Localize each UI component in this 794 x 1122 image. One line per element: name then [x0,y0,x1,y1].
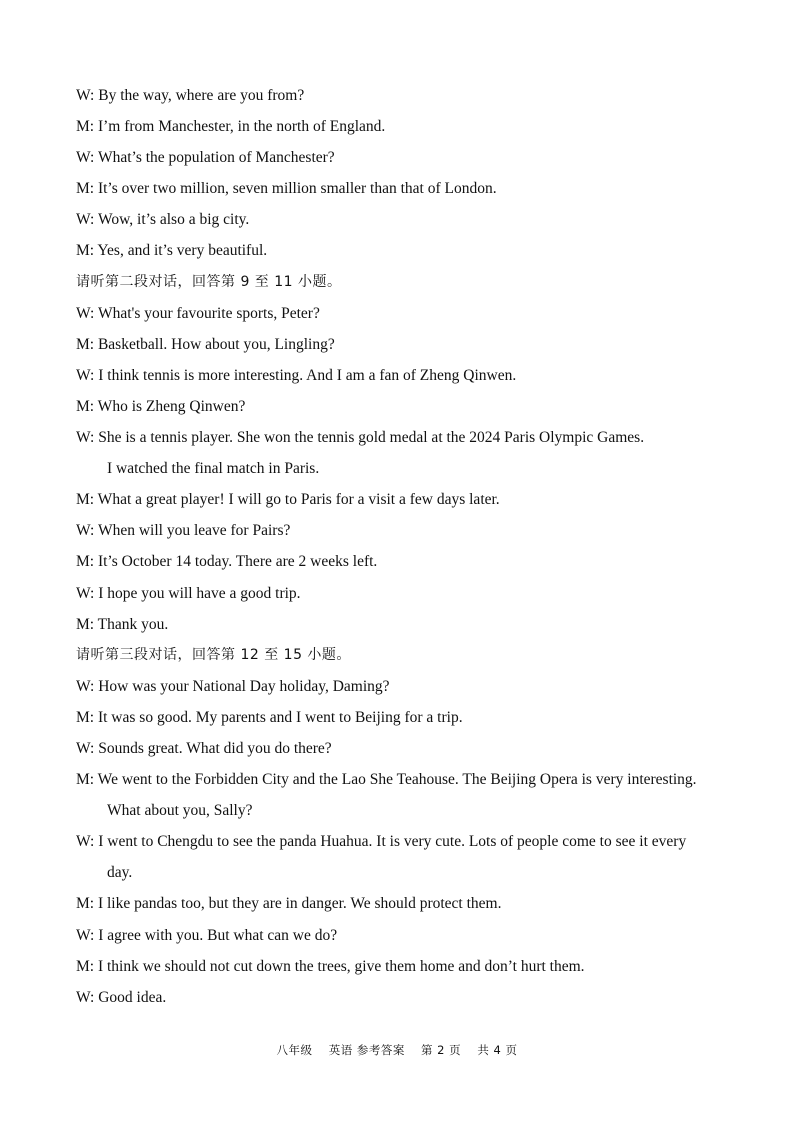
dialogue-line: M: Basketball. How about you, Lingling? [76,335,335,353]
footer-subject: 英语 参考答案 [328,1043,405,1057]
dialogue-line-continuation: What about you, Sally? [107,802,253,820]
page-footer [0,1042,794,1058]
dialogue-line: M: It’s over two million, seven million smaller than that of London. [76,180,497,198]
footer-page-total: 共 4 页 [477,1043,518,1057]
dialogue-line: M: We went to the Forbidden City and the Lao She Teahouse. The Beijing Opera is very interesting. [76,771,697,789]
dialogue-line: W: I think tennis is more interesting. And I am a fan of Zheng Qinwen. [76,366,517,384]
dialogue-line: M: Thank you. [76,615,169,633]
dialogue-line: W: Wow, it’s also a big city. [76,211,250,229]
dialogue-line: W: When will you leave for Pairs? [76,522,291,540]
dialogue-line: M: It was so good. My parents and I went to Beijing for a trip. [76,708,463,726]
dialogue-line: W: She is a tennis player. She won the tennis gold medal at the 2024 Paris Olympic Games. [76,429,645,447]
dialogue-line: W: Good idea. [76,988,167,1006]
dialogue-line: M: I think we should not cut down the trees, give them home and don’t hurt them. [76,957,585,975]
dialogue-line: M: Who is Zheng Qinwen? [76,397,246,415]
dialogue-line: W: By the way, where are you from? [76,87,305,104]
dialogue-text [76,80,736,1013]
dialogue-line: W: Sounds great. What did you do there? [76,739,332,757]
dialogue-line: W: I agree with you. But what can we do? [76,926,338,944]
dialogue-line: W: What's your favourite sports, Peter? [76,304,320,322]
dialogue-line: M: I’m from Manchester, in the north of England. [76,118,386,136]
footer-grade: 八年级 [276,1043,313,1057]
section-instruction: 请听第三段对话，回答第 12 至 15 小题。 [76,646,351,663]
dialogue-line: M: It’s October 14 today. There are 2 weeks left. [76,553,378,571]
dialogue-line: W: What’s the population of Manchester? [76,149,335,167]
dialogue-line: M: What a great player! I will go to Paris for a visit a few days later. [76,491,500,509]
dialogue-line: W: I went to Chengdu to see the panda Huahua. It is very cute. Lots of people come to see it every [76,833,687,851]
dialogue-line: W: How was your National Day holiday, Daming? [76,677,390,695]
section-instruction: 请听第二段对话，回答第 9 至 11 小题。 [76,273,342,290]
dialogue-line: W: I hope you will have a good trip. [76,584,301,602]
dialogue-line: M: I like pandas too, but they are in danger. We should protect them. [76,895,502,913]
dialogue-line-continuation: day. [107,864,133,882]
dialogue-line-continuation: I watched the final match in Paris. [107,460,320,478]
dialogue-line: M: Yes, and it’s very beautiful. [76,242,268,260]
footer-page-number: 第 2 页 [421,1043,462,1057]
